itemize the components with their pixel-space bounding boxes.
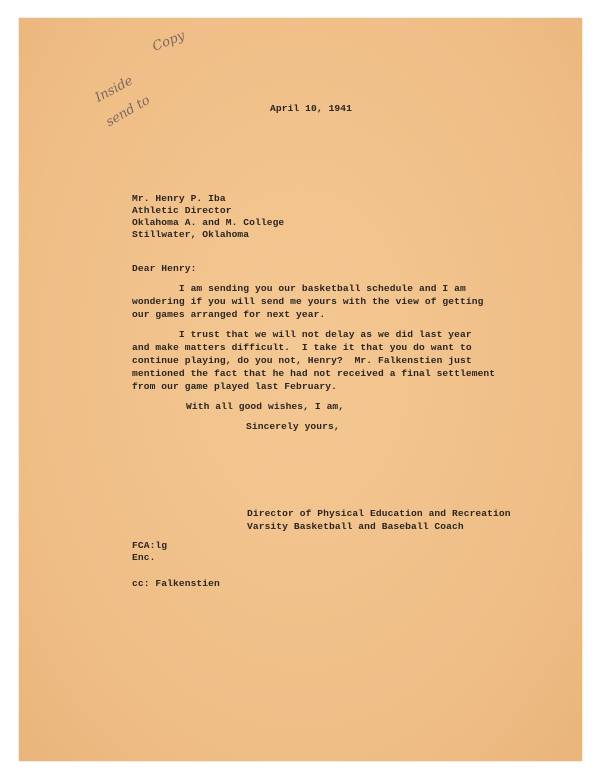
enclosure-note: Enc. xyxy=(132,552,156,563)
signature-title-line-2: Varsity Basketball and Baseball Coach xyxy=(247,521,464,532)
recipient-city: Stillwater, Oklahoma xyxy=(132,229,250,240)
recipient-title: Athletic Director xyxy=(132,205,232,216)
letter-date: April 10, 1941 xyxy=(270,103,353,114)
body-paragraph-1-line-3: our games arranged for next year. xyxy=(132,309,326,320)
body-paragraph-1-line-2: wondering if you will send me yours with the view of getting xyxy=(132,296,484,307)
handwritten-note-inside: Inside xyxy=(92,73,136,106)
signature-title-line-1: Director of Physical Education and Recreation xyxy=(247,508,511,519)
salutation: Dear Henry: xyxy=(132,263,197,274)
recipient-name: Mr. Henry P. Iba xyxy=(132,193,226,204)
body-paragraph-1-line-1: I am sending you our basketball schedule and I am xyxy=(132,283,466,294)
closing-wishes: With all good wishes, I am, xyxy=(186,401,345,412)
body-paragraph-2-line-2: and make matters difficult. I take it that you do want to xyxy=(132,342,472,353)
handwritten-note-send: send to xyxy=(103,92,153,131)
body-paragraph-2-line-5: from our game played last February. xyxy=(132,381,338,392)
closing: Sincerely yours, xyxy=(246,421,340,432)
body-paragraph-2-line-4: mentioned the fact that he had not received a final settlement xyxy=(132,368,496,379)
carbon-copy: cc: Falkenstien xyxy=(132,578,220,589)
body-paragraph-2-line-3: continue playing, do you not, Henry? Mr. Falkenstien just xyxy=(132,355,472,366)
handwritten-note-copy: Copy xyxy=(150,28,188,55)
body-paragraph-2-line-1: I trust that we will not delay as we did last year xyxy=(132,329,472,340)
recipient-institution: Oklahoma A. and M. College xyxy=(132,217,285,228)
reference-initials: FCA:lg xyxy=(132,540,168,551)
